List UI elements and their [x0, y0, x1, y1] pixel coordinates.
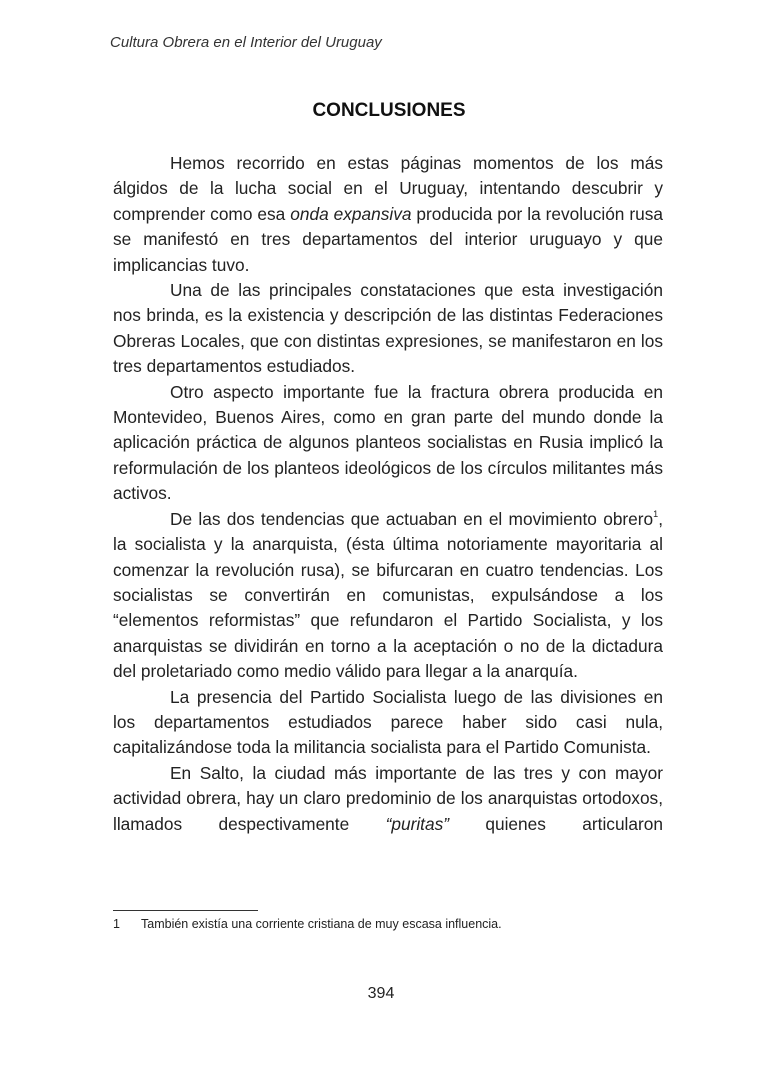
section-title: CONCLUSIONES [312, 100, 466, 121]
footnote-divider [113, 910, 258, 911]
paragraph-4 [113, 507, 663, 685]
paragraph-6-emphasis: “puritas” [385, 813, 449, 834]
paragraph-1-text-b: producida por la revolución rusa se manifestó en tres departamentos del interior uruguayo y que implicancias tuvo. [113, 203, 663, 275]
paragraph-6 [113, 761, 663, 837]
paragraph-4-text-a: De las dos tendencias que actuaban en el movimiento obrero [170, 508, 654, 529]
paragraph-2: Una de las principales constataciones que esta investigación nos brinda, es la existencia y descripción de las distintas Federaciones Obreras Locales, que con distintas expresiones, se manifestaron en los tres departamentos estudiados. [113, 280, 663, 377]
footnote-number: 1 [113, 917, 120, 931]
paragraph-1-emphasis: onda expansiva [290, 203, 412, 224]
paragraph-1 [113, 151, 663, 278]
paragraph-1-text-a: Hemos recorrido en estas páginas momentos de los más álgidos de la lucha social en el Uruguay, intentando descubrir y comprender como esa [113, 153, 663, 224]
footnote-text: También existía una corriente cristiana de muy escasa influencia. [141, 917, 502, 931]
paragraph-5: La presencia del Partido Socialista luego de las divisiones en los departamentos estudiados parece haber sido casi nula, capitalizándose toda la militancia socialista para el Partido Comunista. [113, 686, 663, 758]
paragraph-6-text-a: En Salto, la ciudad más importante de las tres y con mayor actividad obrera, hay un claro predominio de los anarquistas ortodoxos, llamados despectivamente [113, 762, 663, 834]
paragraph-6-text-b: quienes articularon [448, 813, 663, 834]
paragraph-3: Otro aspecto importante fue la fractura obrera producida en Montevideo, Buenos Aires, como en gran parte del mundo donde la aplicación práctica de algunos planteos socialistas en Rusia implicó la reformulación de los planteos ideológicos de los círculos militantes más activos. [113, 381, 663, 504]
footnote [113, 917, 673, 931]
running-header: Cultura Obrera en el Interior del Uruguay [110, 34, 382, 51]
page-number: 394 [367, 985, 395, 1002]
paragraph-4-text-b: , la socialista y la anarquista, (ésta última notoriamente mayoritaria al comenzar la revolución rusa), se bifurcaran en cuatro tendencias. Los socialistas se convertirán en comunistas, expulsándose a los “elementos reformistas” que refundaron el Partido Socialista, y los anarquistas se dividirán en torno a la aceptación o no de la dictadura del proletariado como medio válido para llegar a la anarquía. [113, 508, 663, 682]
body-text [113, 151, 663, 837]
footnote-reference[interactable]: 1 [653, 508, 659, 519]
